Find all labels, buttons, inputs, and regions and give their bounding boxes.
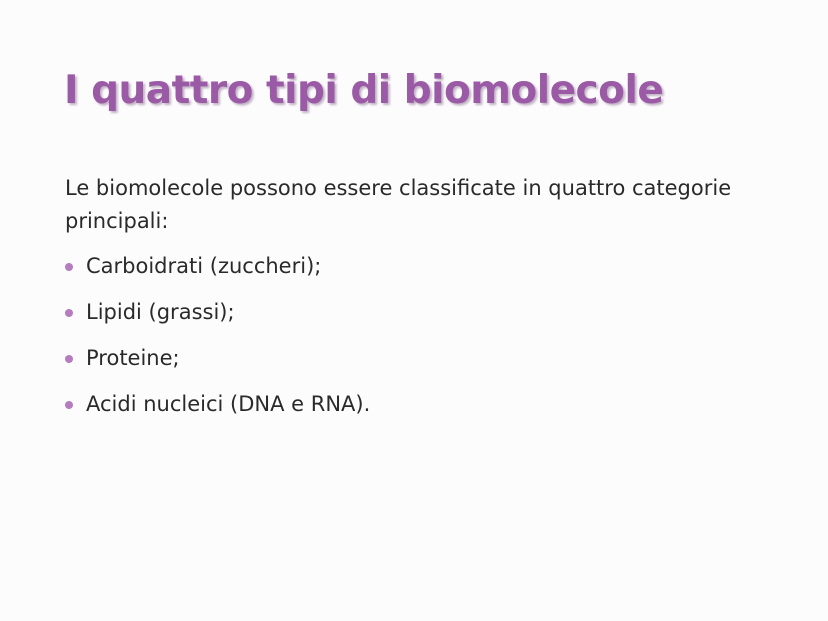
bullet-text: Lipidi (grassi); [86, 300, 235, 324]
bullet-dot-icon [65, 355, 73, 363]
bullet-text: Acidi nucleici (DNA e RNA). [86, 392, 371, 416]
intro-paragraph: Le biomolecole possono essere classificate in quattro categorie principali: [65, 176, 732, 233]
bullet-text: Proteine; [86, 346, 180, 370]
bullet-item-carboidrati [65, 252, 370, 298]
bullet-item-lipidi [65, 298, 370, 344]
slide-title: I quattro tipi di biomolecole [64, 68, 664, 113]
bullet-dot-icon [65, 309, 73, 317]
bullet-dot-icon [65, 263, 73, 271]
bullet-item-acidi-nucleici [65, 390, 370, 436]
bullet-dot-icon [65, 401, 73, 409]
bullet-text: Carboidrati (zuccheri); [86, 254, 322, 278]
bullet-list [65, 252, 370, 436]
bullet-item-proteine [65, 344, 370, 390]
